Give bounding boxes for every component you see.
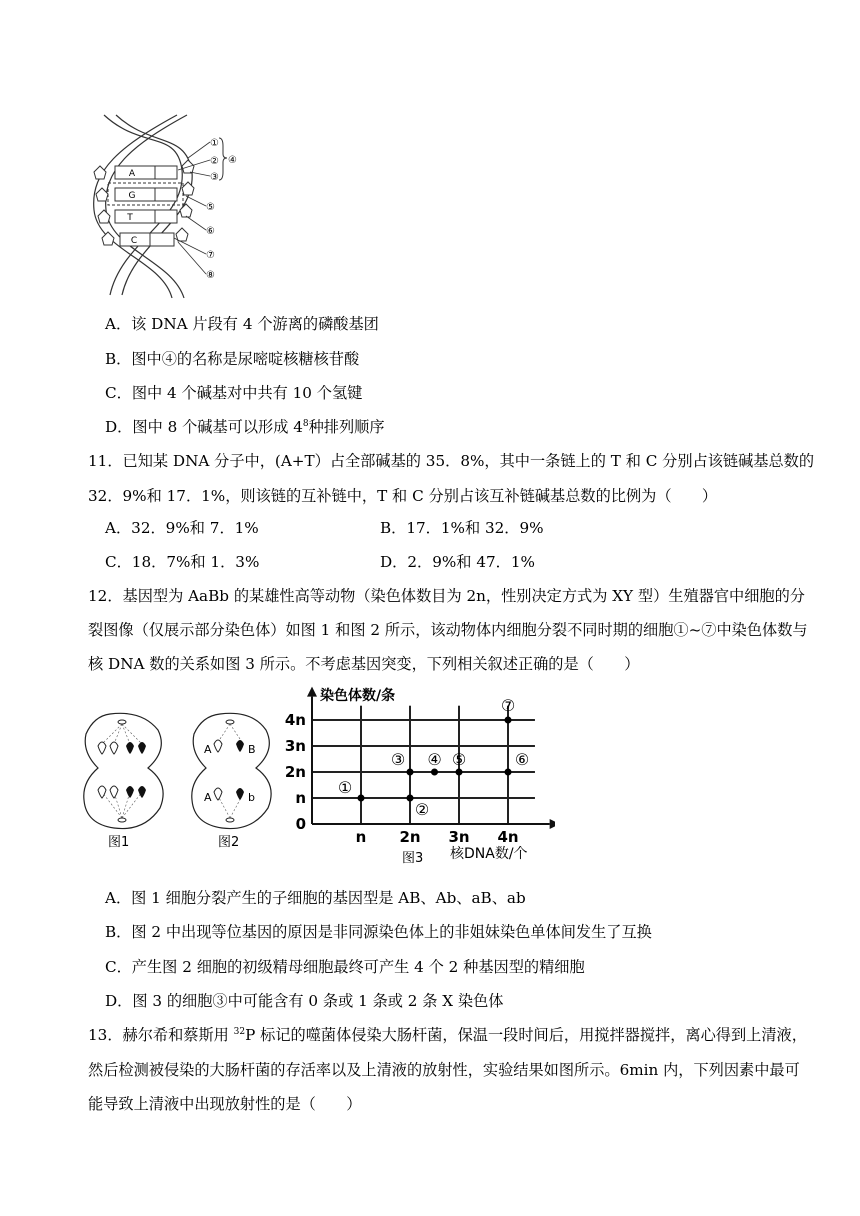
chart-point-label: ⑥ <box>514 750 530 769</box>
q12-stem-line3: 核 DNA 数的关系如图 3 所示。不考虑基因突变，下列相关叙述正确的是（ ） <box>88 655 640 673</box>
q12-option-c[interactable]: C．产生图 2 细胞的初级精母细胞最终可产生 4 个 2 种基因型的精细胞 <box>105 958 585 976</box>
q13-stem-line1: 13．赫尔希和蔡斯用 $^{32}$P 标记的噬菌体侵染大肠杆菌，保温一段时间后，用搅拌器搅拌，离心得到上清液， <box>88 1026 807 1044</box>
chart-x-tick-label: n <box>355 828 367 846</box>
dna-part-label: ⑧ <box>206 270 215 281</box>
chart-y-tick-label: 2n <box>284 763 306 781</box>
chart-point-label: ⑤ <box>451 750 467 769</box>
chart-point <box>407 795 414 802</box>
chart-point-label: ⑦ <box>500 696 516 715</box>
chart-y-arrow <box>307 687 317 697</box>
dna-part-label: ⑤ <box>206 202 215 213</box>
chart-title: 图3 <box>402 851 424 864</box>
q12-stem-line1: 12．基因型为 AaBb 的某雄性高等动物（染色体数目为 2n，性别决定方式为 XY 型）生殖器官中细胞的分 <box>88 587 805 605</box>
q10-option-d[interactable]: D．图中 8 个碱基可以形成 $4^8$种排列顺序 <box>105 418 385 436</box>
q10-option-a[interactable]: A．该 DNA 片段有 4 个游离的磷酸基团 <box>105 315 379 333</box>
chart-point-label: ③ <box>390 750 406 769</box>
chart-x-tick-label: 3n <box>448 828 470 846</box>
q11-option-d[interactable]: D．2．9%和 47．1% <box>380 553 535 571</box>
figure-1-caption: 图1 <box>108 835 130 850</box>
dna-base-label: A <box>128 169 136 179</box>
q12-option-d[interactable]: D．图 3 的细胞③中可能含有 0 条或 1 条或 2 条 X 染色体 <box>105 992 504 1010</box>
q11-option-b[interactable]: B．17．1%和 32．9% <box>380 519 544 537</box>
chart-x-tick-label: 2n <box>399 828 421 846</box>
q11-option-c[interactable]: C．18．7%和 1．3% <box>105 553 260 571</box>
dna-structure-figure <box>82 110 242 305</box>
figure-2-gene-label: A <box>204 791 212 804</box>
dna-part-label: ① <box>210 138 219 149</box>
dna-base-label: G <box>128 191 136 201</box>
q11-option-a[interactable]: A．32．9%和 7．1% <box>105 519 259 537</box>
chart-x-tick-label: 4n <box>497 828 519 846</box>
dna-part-label: ⑦ <box>206 250 215 261</box>
q12-option-a[interactable]: A．图 1 细胞分裂产生的子细胞的基因型是 AB、Ab、aB、ab <box>105 889 526 907</box>
chart-point <box>407 769 414 776</box>
dna-part-label: ③ <box>210 172 219 183</box>
chart-point-label: ④ <box>427 750 442 769</box>
figure-3-chart <box>280 684 555 864</box>
chart-y-tick-label: n <box>295 789 306 807</box>
q10-option-c[interactable]: C．图中 4 个碱基对中共有 10 个氢键 <box>105 384 363 402</box>
chart-point <box>505 717 512 724</box>
figure-2-gene-label: A <box>204 743 212 756</box>
chart-point <box>456 769 463 776</box>
chart-y-axis-label: 染色体数/条 <box>320 688 396 704</box>
figure-2-gene-label: B <box>248 743 256 756</box>
q13-stem-line3: 能导致上清液中出现放射性的是（ ） <box>88 1095 362 1113</box>
q12-option-b[interactable]: B．图 2 中出现等位基因的原因是非同源染色体上的非姐妹染色单体间发生了互换 <box>105 923 652 941</box>
dna-part-label: ② <box>210 156 219 167</box>
chart-y-tick-label: 3n <box>284 737 306 755</box>
chart-y-tick-label: 0 <box>295 815 306 833</box>
figure-2-cell <box>192 713 271 850</box>
figure-2-caption: 图2 <box>218 835 240 850</box>
dna-part-label: ⑥ <box>206 226 215 237</box>
chart-point <box>505 769 512 776</box>
q13-stem-line2: 然后检测被侵染的大肠杆菌的存活率以及上清液的放射性，实验结果如图所示。6min 内，下列因素中最可 <box>88 1061 800 1079</box>
figure-2-gene-label: b <box>248 791 255 804</box>
chart-point <box>431 769 438 776</box>
q11-stem-line2: 32．9%和 17．1%，则该链的互补链中，T 和 C 分别占该互补链碱基总数的比例为（ ） <box>88 487 718 505</box>
chart-point-label: ① <box>337 778 353 797</box>
dna-base-label: T <box>127 213 133 223</box>
chart-y-tick-label: 4n <box>284 711 306 729</box>
chart-point <box>358 795 365 802</box>
q10-option-b[interactable]: B．图中④的名称是尿嘧啶核糖核苷酸 <box>105 350 360 368</box>
figure-1-cell <box>84 713 163 850</box>
q12-stem-line2: 裂图像（仅展示部分染色体）如图 1 和图 2 所示，该动物体内细胞分裂不同时期的细胞①~⑦中染色体数与 <box>88 621 808 639</box>
dna-part-label: ④ <box>228 155 237 166</box>
dna-base-label: C <box>130 236 138 246</box>
chart-x-arrow <box>550 819 555 829</box>
chart-point-label: ② <box>414 800 430 819</box>
cell-division-figures <box>80 708 280 856</box>
chart-x-axis-label: 核DNA数/个 <box>450 846 528 862</box>
q11-stem-line1: 11．已知某 DNA 分子中，(A+T）占全部碱基的 35．8%，其中一条链上的 T 和 C 分别占该链碱基总数的 <box>88 452 815 470</box>
